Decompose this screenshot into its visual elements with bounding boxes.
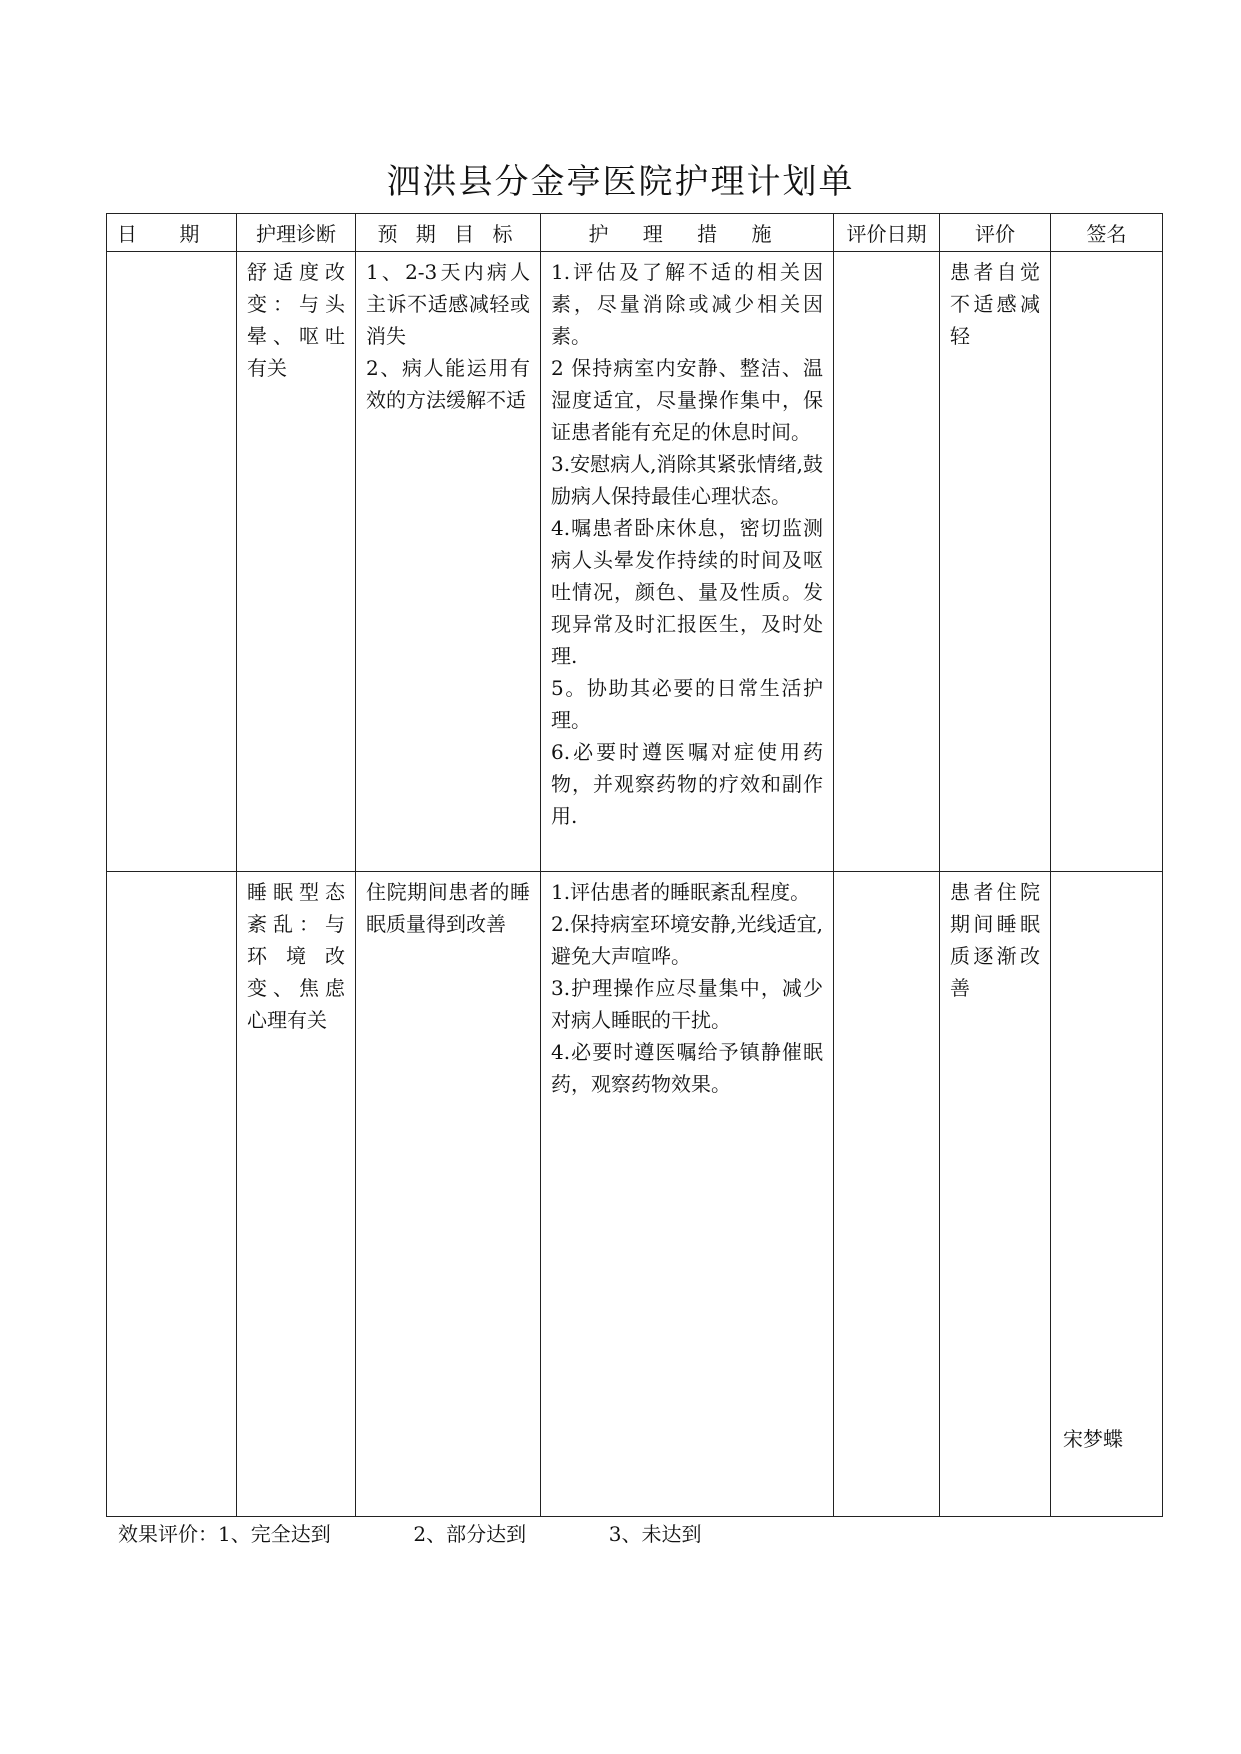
goal-item: 住院期间患者的睡眠质量得到改善 <box>366 880 530 936</box>
table-row <box>107 252 1163 872</box>
header-signature: 签名 <box>1051 214 1163 252</box>
header-date: 日 期 <box>107 214 237 252</box>
measure-item: 4.必要时遵医嘱给予镇静催眠药，观察药物效果。 <box>551 1040 823 1096</box>
table-header-row <box>107 214 1163 252</box>
measures-cell <box>541 872 834 1517</box>
signature-cell <box>1051 252 1163 872</box>
diagnosis-cell <box>237 872 356 1517</box>
measure-item: 1.评估患者的睡眠紊乱程度。 <box>551 880 811 904</box>
evaluation-cell <box>940 872 1051 1517</box>
signature-cell <box>1051 872 1163 1517</box>
goal-item: 2、病人能运用有效的方法缓解不适 <box>366 356 530 412</box>
evaluation-text: 患者自觉不适感减轻 <box>950 260 1040 348</box>
table-row <box>107 872 1163 1517</box>
measure-item: 2 保持病室内安静、整洁、温湿度适宜，尽量操作集中，保证患者能有充足的休息时间。 <box>551 356 823 444</box>
legend-option: 2、部分达到 <box>413 1522 527 1546</box>
goal-cell <box>356 872 541 1517</box>
measure-item: 1.评估及了解不适的相关因素，尽量消除或减少相关因素。 <box>551 260 823 348</box>
diagnosis-text: 睡眠型态紊乱：与环境改变、焦虑心理有关 <box>247 880 345 1032</box>
nursing-plan-table <box>106 213 1163 1517</box>
date-cell <box>107 872 237 1517</box>
header-diagnosis: 护理诊断 <box>237 214 356 252</box>
header-measures: 护 理 措 施 <box>541 214 834 252</box>
header-evaluation: 评价 <box>940 214 1051 252</box>
measure-item: 3.护理操作应尽量集中，减少对病人睡眠的干扰。 <box>551 976 823 1032</box>
diagnosis-text: 舒适度改变：与头晕、呕吐有关 <box>247 260 345 380</box>
measure-item: 2.保持病室环境安静,光线适宜,避免大声喧哗。 <box>551 912 823 968</box>
date-cell <box>107 252 237 872</box>
header-goal: 预 期 目 标 <box>356 214 541 252</box>
measure-item: 3.安慰病人,消除其紧张情绪,鼓励病人保持最佳心理状态。 <box>551 452 823 508</box>
evaluation-cell <box>940 252 1051 872</box>
eval-date-cell <box>834 872 940 1517</box>
header-eval-date: 评价日期 <box>834 214 940 252</box>
page-title: 泗洪县分金亭医院护理计划单 <box>386 162 855 202</box>
measures-cell <box>541 252 834 872</box>
eval-date-cell <box>834 252 940 872</box>
measure-item: 4.嘱患者卧床休息，密切监测病人头晕发作持续的时间及呕吐情况，颜色、量及性质。发现异常及时汇报医生，及时处理. <box>551 516 823 668</box>
measure-item: 6.必要时遵医嘱对症使用药物，并观察药物的疗效和副作用. <box>551 740 823 828</box>
goal-item: 1、2-3天内病人主诉不适感减轻或消失 <box>366 260 530 348</box>
legend-option: 1、完全达到 <box>218 1522 331 1546</box>
goal-cell <box>356 252 541 872</box>
evaluation-text: 患者住院期间睡眠质逐渐改善 <box>950 880 1040 1000</box>
diagnosis-cell <box>237 252 356 872</box>
nurse-signature: 宋梦蝶 <box>1063 1427 1123 1451</box>
measure-item: 5。协助其必要的日常生活护理。 <box>551 676 823 732</box>
effect-evaluation-legend <box>118 1519 702 1549</box>
legend-option: 3、未达到 <box>608 1522 702 1546</box>
legend-label: 效果评价： <box>118 1522 218 1546</box>
